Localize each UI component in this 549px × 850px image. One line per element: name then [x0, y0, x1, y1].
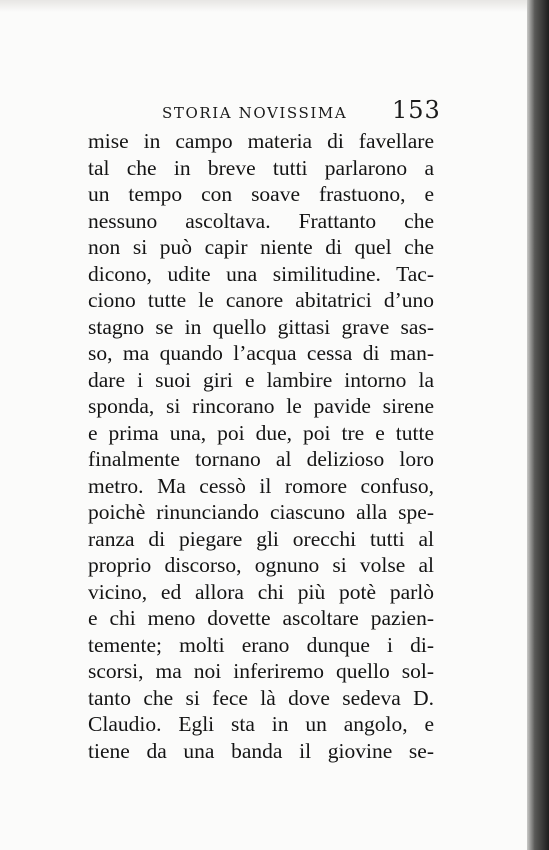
text-line: sponda, si rincorano le pavide sirene	[88, 394, 434, 418]
page-number: 153	[392, 96, 441, 124]
text-line: so, ma quando l’acqua cessa di man-	[88, 341, 434, 365]
text-line: vicino, ed allora chi più potè parlò	[88, 579, 434, 604]
text-line: proprio discorso, ognuno si volse al	[88, 553, 434, 577]
text-line: dicono, udite una similitudine. Tac-	[88, 261, 434, 286]
text-line: e prima una, poi due, poi tre e tutte	[88, 420, 434, 445]
text-line: mise in campo materia di favellare	[88, 129, 434, 153]
body-text	[88, 128, 434, 764]
text-line: ranza di piegare gli orecchi tutti al	[88, 526, 434, 551]
text-line: poichè rinunciando ciascuno alla spe-	[88, 500, 434, 524]
text-line: finalmente tornano al delizioso loro	[88, 447, 434, 471]
text-line: stagno se in quello gittasi grave sas-	[88, 314, 434, 339]
text-line: e chi meno dovette ascoltare pazien-	[88, 606, 434, 630]
text-line: tal che in breve tutti parlarono a	[88, 155, 434, 180]
running-head	[0, 96, 549, 126]
text-line: temente; molti erano dunque i di-	[88, 632, 434, 657]
text-line: scorsi, ma noi inferiremo quello sol-	[88, 659, 434, 683]
scan-edge-border	[527, 0, 549, 850]
text-line: dare i suoi giri e lambire intorno la	[88, 367, 434, 392]
text-line: non si può capir niente di quel che	[88, 235, 434, 259]
text-line: nessuno ascoltava. Frattanto che	[88, 208, 434, 233]
text-line: tanto che si fece là dove sedeva D.	[88, 685, 434, 710]
running-title: STORIA NOVISSIMA	[162, 104, 348, 122]
text-line: Claudio. Egli sta in un angolo, e	[88, 712, 434, 736]
text-line: tiene da una banda il giovine se-	[88, 738, 434, 763]
text-line: metro. Ma cessò il romore confuso,	[88, 473, 434, 498]
text-line: ciono tutte le canore abitatrici d’uno	[88, 288, 434, 312]
page-top-shadow	[0, 0, 549, 12]
text-line: un tempo con soave frastuono, e	[88, 182, 434, 206]
